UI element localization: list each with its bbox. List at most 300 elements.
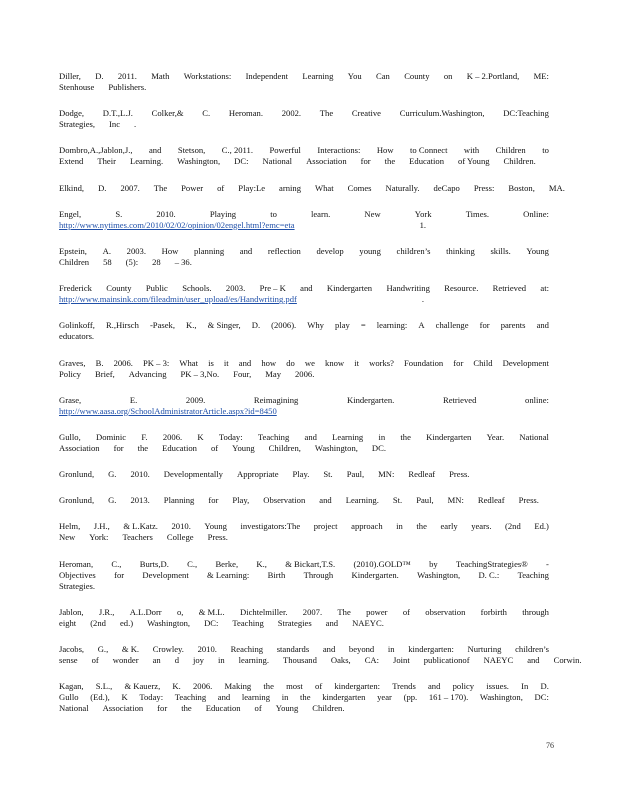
reference-word: D. C.: — [478, 569, 500, 580]
reference-word: do — [286, 357, 295, 368]
reference-word: Objectives — [59, 569, 96, 580]
reference-word: S. — [115, 208, 123, 219]
reference-word: Learning. — [129, 156, 164, 167]
reference-word: 2007. — [120, 182, 140, 193]
reference-word: 2006. — [295, 368, 315, 379]
reference-word: Advancing — [128, 368, 167, 379]
reference-word: Powerful — [269, 145, 301, 156]
reference-line — [59, 182, 565, 194]
reference-word: Education — [205, 703, 241, 714]
reference-word: kindergarten: — [408, 644, 454, 654]
reference-word: 2006. — [162, 431, 183, 442]
reference-word: C., — [111, 558, 122, 569]
reference-word: of — [402, 606, 410, 617]
reference-word: New — [59, 532, 76, 543]
reference-entry — [59, 182, 565, 194]
reference-word: Education — [409, 156, 445, 167]
reference-word: Inc — [109, 119, 121, 130]
reference-word: Association — [306, 156, 347, 167]
reference-url-link[interactable]: http://www.nytimes.com/2010/02/02/opinion/02engel.html?emc=eta — [59, 219, 295, 230]
reference-word: St. — [323, 469, 333, 480]
reference-line — [59, 82, 549, 93]
reference-line — [59, 618, 549, 629]
reference-word: Birth — [267, 569, 286, 580]
reference-word: - — [546, 558, 549, 569]
reference-word: Young — [275, 703, 299, 714]
reference-word: Independent — [245, 71, 289, 81]
reference-word: Nurturing — [467, 644, 502, 654]
reference-word: B. — [95, 357, 104, 368]
reference-word: of — [217, 182, 225, 193]
reference-word: the — [263, 681, 274, 692]
reference-word: K., — [256, 558, 267, 569]
reference-word: PK – 3: — [143, 357, 170, 368]
reference-word: May — [265, 368, 281, 379]
reference-entry — [59, 209, 549, 231]
reference-word: for — [114, 569, 125, 580]
reference-word: Play:Le — [238, 182, 266, 193]
reference-line — [59, 495, 549, 506]
reference-word: Gronlund, — [59, 495, 95, 506]
reference-word: Thousand — [282, 655, 317, 665]
reference-line — [59, 432, 549, 443]
reference-word: Strategies — [277, 617, 312, 628]
reference-word: 2003. — [225, 283, 246, 294]
reference-word: J.R., — [98, 606, 115, 617]
reference-word: Ed.) — [534, 521, 549, 532]
reference-entry — [59, 283, 549, 305]
reference-word: beyond — [348, 644, 375, 654]
reference-word: the — [181, 703, 192, 714]
reference-line — [59, 681, 549, 692]
reference-word: G. — [108, 495, 117, 506]
reference-line — [59, 570, 549, 581]
reference-word: Children — [495, 145, 526, 156]
reference-word: Press. — [518, 495, 539, 506]
reference-word: Kindergarten. — [346, 394, 395, 405]
reference-word: thinking — [446, 245, 475, 256]
reference-line — [59, 156, 549, 167]
reference-line — [59, 209, 549, 220]
reference-line — [59, 443, 549, 454]
reference-word: S.L., — [95, 681, 113, 692]
reference-word: 2006. — [192, 681, 213, 692]
reference-word: D. — [98, 182, 107, 193]
reference-word: of — [254, 703, 262, 714]
reference-word: the — [384, 156, 396, 167]
reference-word: Teaching — [174, 692, 207, 703]
reference-word: of — [210, 442, 219, 453]
reference-word: Can — [376, 71, 390, 81]
reference-word: know — [325, 357, 345, 368]
reference-word: in — [396, 521, 403, 532]
reference-word: K — [197, 431, 204, 442]
reference-word: 2006. — [113, 357, 133, 368]
reference-word: project — [313, 521, 338, 532]
reference-word: K – 2.Portland, — [466, 71, 520, 81]
reference-url-link[interactable]: http://www.aasa.org/SchoolAdministratorArticle.aspx?id=8450 — [59, 405, 277, 416]
reference-word: (5): — [125, 256, 139, 267]
reference-word: Resource. — [444, 283, 479, 294]
reference-word: Colker,& — [151, 108, 184, 119]
reference-word: learn. — [310, 208, 331, 219]
reference-word: C., 2011. — [221, 145, 253, 156]
reference-word: Appropriate — [236, 469, 279, 480]
reference-word: and — [427, 681, 441, 692]
reference-line — [59, 145, 549, 156]
reference-word: What — [315, 182, 334, 193]
reference-word: how — [261, 357, 277, 368]
reference-word: A — [418, 320, 425, 331]
reference-line — [59, 320, 549, 331]
reference-word: the — [137, 442, 149, 453]
reference-entry — [59, 469, 549, 480]
reference-word: DC: — [204, 617, 219, 628]
reference-word: Heroman. — [228, 108, 263, 119]
reference-entry — [59, 145, 549, 167]
reference-word: for — [453, 357, 464, 368]
reference-word: years. — [471, 521, 492, 532]
reference-word: Developmentally — [163, 469, 223, 480]
reference-word: Retrieved — [442, 394, 477, 405]
reference-word: NAEYC. — [352, 617, 384, 628]
reference-word: MN: — [447, 495, 464, 506]
reference-word: Washington, — [479, 692, 523, 703]
reference-line — [59, 283, 549, 294]
reference-link-line — [59, 406, 549, 417]
reference-word: joy — [193, 655, 204, 665]
reference-word: policy — [452, 681, 475, 692]
reference-entry — [59, 395, 549, 417]
reference-word: Curriculum.Washington, — [399, 108, 485, 119]
reference-line — [59, 369, 549, 380]
reference-word: -Pasek, — [149, 320, 175, 331]
reference-word: 2003. — [126, 245, 146, 256]
reference-word: Golinkoff, — [59, 320, 95, 331]
reference-word: to — [542, 145, 549, 156]
reference-word: the — [400, 431, 411, 442]
reference-word: Redleaf — [477, 495, 505, 506]
reference-line — [59, 521, 549, 532]
reference-word: 2010. — [156, 208, 176, 219]
reference-word: Washington, — [417, 569, 461, 580]
reference-word: Berke, — [215, 558, 239, 569]
reference-word: Interactions: — [317, 145, 361, 156]
reference-word: eight — [59, 617, 77, 628]
reference-word: The — [153, 182, 168, 193]
reference-word: 58 — [103, 256, 112, 267]
reference-word: In — [521, 681, 529, 692]
reference-word: arning — [279, 182, 301, 193]
reference-word: Dombro,A.,Jablon,J., — [59, 145, 133, 156]
reference-word: the — [300, 692, 311, 703]
reference-word: Strategies. — [59, 580, 96, 591]
reference-word: A. — [102, 245, 111, 256]
reference-word: Pre – K — [259, 283, 286, 294]
reference-word: & Kauerz, — [124, 681, 161, 692]
reference-word: NAEYC — [483, 655, 514, 665]
reference-word: Washington, — [314, 442, 358, 453]
reference-word: DC. — [371, 442, 386, 453]
reference-word: Policy — [59, 368, 81, 379]
reference-word: Engel, — [59, 208, 82, 219]
reference-line — [59, 607, 549, 618]
reference-entry — [59, 681, 549, 714]
reference-word: C., — [187, 558, 198, 569]
reference-word: G., — [97, 644, 109, 654]
reference-word: Foundation — [404, 357, 444, 368]
reference-word: challenge — [435, 320, 469, 331]
reference-word: St. — [392, 495, 403, 506]
reference-word: ed.) — [119, 617, 134, 628]
reference-word: (Ed.), — [90, 692, 110, 703]
reference-word: observation — [425, 606, 466, 617]
reference-word: Paul, — [346, 469, 365, 480]
reference-word: through — [522, 606, 549, 617]
reference-word: F. — [141, 431, 148, 442]
reference-link-line — [59, 294, 549, 305]
reference-line — [59, 559, 549, 570]
reference-word: MA. — [548, 182, 565, 193]
reference-word: Dodge, — [59, 108, 85, 119]
reference-word: Children. — [503, 156, 536, 167]
reference-word: Burts,D. — [139, 558, 169, 569]
reference-word: R.,Hirsch — [105, 320, 139, 331]
reference-word: Development — [502, 357, 549, 368]
reference-word: power — [366, 606, 388, 617]
reference-word: PK – 3,No. — [180, 368, 220, 379]
reference-word: – 36. — [174, 256, 192, 267]
reference-word: for — [360, 156, 371, 167]
reference-word: and — [322, 644, 336, 654]
reference-word: Playing — [209, 208, 237, 219]
reference-word: Trends — [392, 681, 416, 692]
reference-word: Jacobs, — [59, 644, 85, 654]
reference-url-link[interactable]: http://www.mainsink.com/fileadmin/user_upload/es/Handwriting.pdf — [59, 294, 297, 305]
reference-word: The — [337, 606, 351, 617]
reference-word: with — [463, 145, 480, 156]
reference-word: D. — [95, 71, 104, 81]
reference-word: Extend — [59, 156, 84, 167]
reference-word: Children. — [312, 703, 345, 714]
reference-word: early — [440, 521, 458, 532]
reference-word: planning — [194, 245, 225, 256]
reference-word: Play, — [232, 495, 250, 506]
reference-word: 2002. — [281, 108, 302, 119]
reference-word: & L.Katz. — [123, 521, 158, 532]
reference-entry — [59, 607, 549, 629]
reference-word: Redleaf — [408, 469, 436, 480]
reference-word: County — [106, 283, 132, 294]
reference-word: kindergarten — [322, 692, 366, 703]
reference-word: Handwriting — [386, 283, 430, 294]
reference-word: Public — [145, 283, 168, 294]
reference-word: online: — [525, 394, 549, 405]
reference-word: DC: — [534, 692, 549, 703]
reference-word: Young — [204, 521, 227, 532]
reference-word: learning: — [376, 320, 408, 331]
reference-word: National — [59, 703, 89, 714]
reference-word: it — [354, 357, 360, 368]
reference-link-line — [59, 220, 549, 231]
reference-word: forbirth — [480, 606, 507, 617]
reference-line — [59, 71, 549, 82]
reference-word: of — [315, 681, 323, 692]
reference-word: Strategies, — [59, 119, 96, 130]
reference-list — [59, 71, 582, 729]
reference-word: Frederick — [59, 283, 92, 294]
reference-word: Publishers. — [108, 82, 147, 92]
reference-word: Teaching — [517, 569, 549, 580]
reference-word: CA: — [364, 655, 380, 665]
reference-word: Young — [232, 442, 255, 453]
reference-word: TeachingStrategies® — [455, 558, 528, 569]
reference-word: Joint — [393, 655, 410, 665]
reference-word: in — [387, 644, 395, 654]
reference-word: and — [217, 692, 231, 703]
reference-entry — [59, 644, 582, 666]
reference-word: (2006). — [271, 320, 297, 331]
reference-word: the — [416, 521, 427, 532]
reference-word: & Singer, — [207, 320, 241, 331]
reference-word: and — [300, 283, 313, 294]
reference-word: Gronlund, — [59, 469, 95, 480]
reference-word: ME: — [533, 71, 549, 81]
reference-word: to — [270, 208, 277, 219]
reference-word: E. — [129, 394, 138, 405]
reference-word: Gullo, — [59, 431, 81, 442]
reference-link-tail: 1. — [419, 219, 427, 230]
reference-word: for — [157, 703, 168, 714]
reference-word: learning. — [238, 655, 269, 665]
reference-word: County — [404, 71, 430, 81]
reference-word: and — [325, 617, 339, 628]
reference-word: D.T.,L.J. — [102, 108, 133, 119]
reference-word: 2010. — [197, 644, 217, 654]
reference-word: Heroman, — [59, 558, 94, 569]
reference-word: 2011. — [117, 71, 137, 81]
reference-word: Stenhouse — [59, 82, 95, 92]
reference-line — [59, 119, 549, 130]
reference-word: K. — [172, 681, 181, 692]
reference-word: Why — [307, 320, 324, 331]
reference-entry — [59, 108, 549, 130]
reference-word: C. — [202, 108, 211, 119]
reference-word: Online: — [523, 208, 549, 219]
reference-word: Washington, — [177, 156, 221, 167]
reference-word: Paul, — [416, 495, 434, 506]
reference-word: Diller, — [59, 71, 81, 81]
reference-word: reflection — [267, 245, 301, 256]
reference-word: publicationof — [423, 655, 470, 665]
reference-word: at: — [540, 283, 549, 294]
reference-line — [59, 532, 549, 543]
reference-word: deCapo — [433, 182, 460, 193]
reference-word: Epstein, — [59, 245, 87, 256]
reference-word: Their — [97, 156, 116, 167]
reference-word: and — [536, 320, 549, 331]
reference-line — [59, 581, 549, 592]
reference-word: Year. — [486, 431, 505, 442]
reference-word: Power — [181, 182, 204, 193]
reference-line — [59, 331, 549, 342]
reference-word: for — [479, 320, 490, 331]
reference-word: G. — [108, 469, 117, 480]
reference-word: 2007. — [302, 606, 323, 617]
reference-word: Workstations: — [183, 71, 232, 81]
reference-line — [59, 655, 582, 666]
reference-word: and — [304, 431, 317, 442]
reference-word: Kindergarten — [326, 283, 373, 294]
reference-word: d — [174, 655, 179, 665]
reference-word: Planning — [163, 495, 195, 506]
reference-word: Corwin. — [553, 655, 582, 665]
reference-word: Today: — [218, 431, 243, 442]
reference-word: Four, — [233, 368, 252, 379]
reference-entry — [59, 320, 549, 342]
reference-word: it — [223, 357, 229, 368]
reference-word: Child — [473, 357, 493, 368]
reference-word: K., — [186, 320, 197, 331]
reference-word: of — [91, 655, 99, 665]
reference-word: D. — [251, 320, 261, 331]
reference-word: You — [347, 71, 362, 81]
reference-word: = — [360, 320, 366, 331]
reference-line — [59, 257, 549, 268]
reference-word: National — [262, 156, 293, 167]
reference-line — [59, 358, 549, 369]
reference-word: in — [378, 431, 386, 442]
reference-word: K — [121, 692, 128, 703]
reference-word: to Connect — [409, 145, 448, 156]
reference-word: Comes — [347, 182, 372, 193]
reference-word: Learning — [302, 71, 334, 81]
reference-word: What — [179, 357, 198, 368]
reference-word: investigators:The — [240, 521, 301, 532]
reference-word: Play. — [292, 469, 310, 480]
reference-word: 2010. — [130, 469, 150, 480]
reference-word: an — [152, 655, 161, 665]
reference-word: Association — [102, 703, 144, 714]
reference-word: 161 – 170). — [428, 692, 469, 703]
reference-word: Observation — [263, 495, 306, 506]
reference-word: Children — [59, 256, 90, 267]
reference-word: Dichtelmiller. — [240, 606, 288, 617]
reference-word: learning — [241, 692, 271, 703]
reference-entry — [59, 71, 549, 93]
reference-word: Crowley. — [152, 644, 184, 654]
reference-word: (2010).GOLD™ — [353, 558, 411, 569]
reference-word: & Learning: — [207, 569, 250, 580]
reference-word: year — [377, 692, 392, 703]
reference-word: Development — [142, 569, 189, 580]
reference-word: and — [148, 145, 162, 156]
reference-word: parents — [500, 320, 526, 331]
reference-word: standards — [276, 644, 310, 654]
reference-word: and — [239, 245, 253, 256]
reference-word: Math — [151, 71, 170, 81]
reference-word: Dominic — [95, 431, 127, 442]
reference-word: MN: — [378, 469, 395, 480]
reference-link-tail: . — [421, 294, 425, 305]
reference-line — [59, 692, 549, 703]
reference-word: . — [134, 119, 137, 130]
reference-word: Association — [59, 442, 100, 453]
reference-word: Reimagining — [253, 394, 299, 405]
reference-word: works? — [369, 357, 394, 368]
reference-word: and — [319, 495, 332, 506]
reference-word: sense — [59, 655, 78, 665]
